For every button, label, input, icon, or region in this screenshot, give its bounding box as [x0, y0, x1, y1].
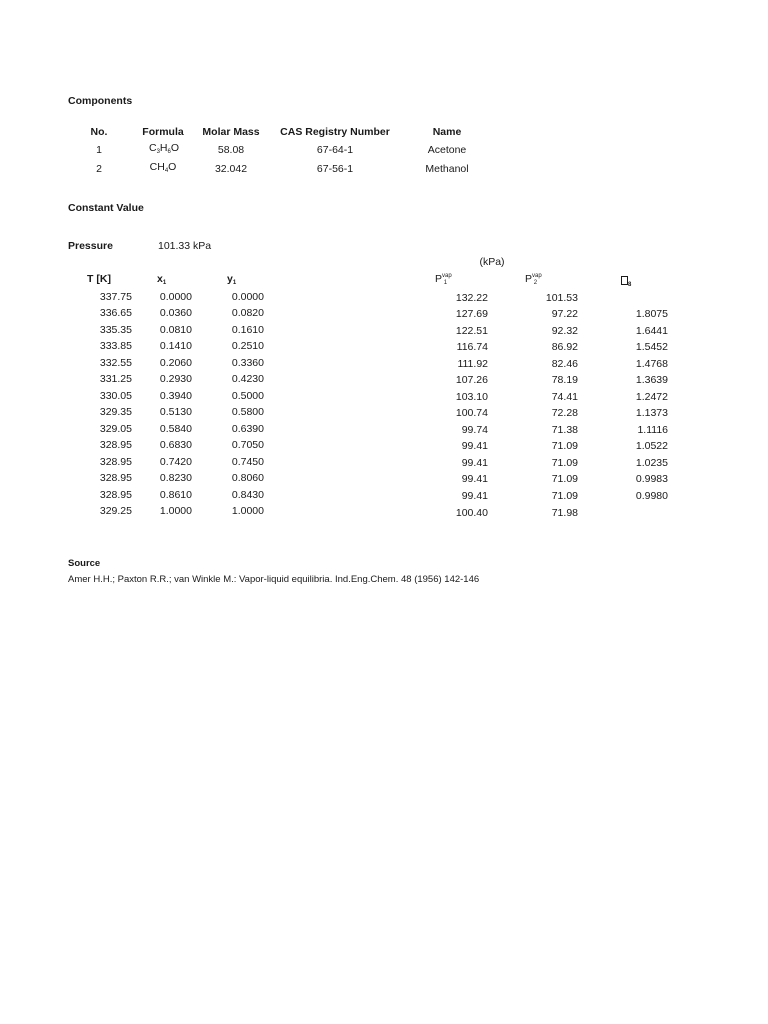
component-formula: $C_3H_6O$	[148, 142, 180, 155]
cell-p1-vap: 116.74	[456, 341, 488, 353]
cell-y1: 0.8060	[231, 472, 264, 484]
cell-p2-vap: 86.92	[551, 341, 578, 353]
component-molar-mass: 58.08	[217, 144, 245, 156]
cell-temperature: 335.35	[99, 324, 132, 336]
cell-gamma: 1.0235	[635, 457, 668, 469]
cell-temperature: 337.75	[99, 291, 132, 303]
source-heading: Source	[68, 558, 101, 569]
cell-p1-vap: 99.74	[461, 424, 488, 436]
cell-p1-vap: 100.40	[455, 507, 488, 519]
cell-y1: 0.1610	[231, 324, 264, 336]
cell-p2-vap: 101.53	[545, 292, 578, 304]
cell-temperature: 328.95	[99, 472, 132, 484]
cell-gamma: 0.9983	[635, 473, 668, 485]
cell-p2-vap: 92.32	[551, 325, 578, 337]
constant-value-heading: Constant Value	[68, 202, 144, 214]
cell-gamma: 1.4768	[635, 358, 668, 370]
cell-p2-vap: 71.09	[551, 440, 578, 452]
cell-temperature: 336.65	[99, 307, 132, 319]
unit-label: (kPa)	[479, 256, 505, 268]
cell-x1: 1.0000	[159, 505, 192, 517]
component-formula: $CH_4O$	[149, 161, 177, 174]
cell-y1: 0.6390	[231, 423, 264, 435]
col-header-temperature: T [K]	[87, 273, 111, 285]
cell-x1: 0.8230	[159, 472, 192, 484]
cell-y1: 0.7450	[231, 456, 264, 468]
cell-x1: 0.6830	[159, 439, 192, 451]
col-header-gamma: 8	[621, 275, 631, 288]
cell-gamma: 1.1373	[635, 407, 668, 419]
cell-y1: 0.4230	[231, 373, 264, 385]
cell-y1: 0.7050	[231, 439, 264, 451]
cell-p2-vap: 71.09	[551, 457, 578, 469]
cell-p1-vap: 122.51	[455, 325, 488, 337]
cell-p2-vap: 78.19	[551, 374, 578, 386]
cell-x1: 0.0360	[159, 307, 192, 319]
cell-x1: 0.0000	[159, 291, 192, 303]
cell-temperature: 329.25	[99, 505, 132, 517]
col-header-p1-vap: $P^{vap}_1$	[435, 273, 452, 286]
cell-gamma: 1.0522	[635, 440, 668, 452]
cell-p2-vap: 71.98	[551, 507, 578, 519]
cell-gamma: 1.3639	[635, 374, 668, 386]
cell-p1-vap: 127.69	[455, 308, 488, 320]
cell-x1: 0.2060	[159, 357, 192, 369]
cell-p1-vap: 132.22	[455, 292, 488, 304]
cell-p1-vap: 99.41	[461, 473, 488, 485]
cell-temperature: 331.25	[99, 373, 132, 385]
cell-x1: 0.5130	[159, 406, 192, 418]
cell-p1-vap: 103.10	[455, 391, 488, 403]
col-header-molar-mass: Molar Mass	[202, 126, 260, 138]
cell-x1: 0.2930	[159, 373, 192, 385]
cell-p2-vap: 74.41	[551, 391, 578, 403]
cell-x1: 0.8610	[159, 489, 192, 501]
cell-p2-vap: 82.46	[551, 358, 578, 370]
cell-p2-vap: 71.09	[551, 490, 578, 502]
cell-gamma: 1.6441	[635, 325, 668, 337]
cell-gamma: 1.8075	[635, 308, 668, 320]
component-molar-mass: 32.042	[214, 163, 248, 175]
cell-gamma: 0.9980	[635, 490, 668, 502]
cell-x1: 0.1410	[159, 340, 192, 352]
component-cas: 67-56-1	[316, 163, 354, 175]
cell-p2-vap: 71.09	[551, 473, 578, 485]
cell-p1-vap: 99.41	[461, 490, 488, 502]
component-name: Methanol	[425, 163, 469, 175]
cell-p1-vap: 99.41	[461, 440, 488, 452]
cell-temperature: 329.35	[99, 406, 132, 418]
col-header-x1: $x_1$	[157, 273, 167, 286]
cell-p2-vap: 72.28	[551, 407, 578, 419]
cell-temperature: 328.95	[99, 489, 132, 501]
cell-y1: 0.8430	[231, 489, 264, 501]
cell-p2-vap: 71.38	[551, 424, 578, 436]
cell-gamma: 1.2472	[635, 391, 668, 403]
pressure-value: 101.33 kPa	[158, 240, 212, 252]
cell-y1: 0.5800	[231, 406, 264, 418]
source-citation: Amer H.H.; Paxton R.R.; van Winkle M.: Vapor-liquid equilibria. Ind.Eng.Chem. 48 (1956) 142-146	[68, 574, 480, 585]
cell-y1: 0.3360	[231, 357, 264, 369]
component-name: Acetone	[427, 144, 467, 156]
pressure-label: Pressure	[68, 240, 113, 252]
cell-y1: 0.2510	[231, 340, 264, 352]
cell-y1: 0.5000	[231, 390, 264, 402]
component-no: 1	[96, 144, 102, 156]
cell-x1: 0.7420	[159, 456, 192, 468]
cell-x1: 0.3940	[159, 390, 192, 402]
cell-x1: 0.0810	[159, 324, 192, 336]
cell-temperature: 328.95	[99, 456, 132, 468]
cell-gamma: 1.5452	[635, 341, 668, 353]
col-header-no: No.	[90, 126, 108, 138]
cell-p2-vap: 97.22	[551, 308, 578, 320]
cell-y1: 1.0000	[231, 505, 264, 517]
missing-glyph-icon	[621, 276, 628, 285]
cell-gamma: 1.1116	[637, 424, 668, 436]
cell-temperature: 330.05	[99, 390, 132, 402]
cell-y1: 0.0000	[231, 291, 264, 303]
cell-x1: 0.5840	[159, 423, 192, 435]
cell-temperature: 332.55	[99, 357, 132, 369]
col-header-p2-vap: $P^{vap}_2$	[525, 273, 542, 286]
cell-p1-vap: 99.41	[461, 457, 488, 469]
cell-temperature: 333.85	[99, 340, 132, 352]
col-header-name: Name	[432, 126, 462, 138]
col-header-y1: $y_1$	[227, 273, 237, 286]
cell-p1-vap: 100.74	[455, 407, 488, 419]
cell-p1-vap: 107.26	[455, 374, 488, 386]
col-header-cas: CAS Registry Number	[280, 126, 390, 138]
component-cas: 67-64-1	[316, 144, 354, 156]
cell-y1: 0.0820	[231, 307, 264, 319]
cell-p1-vap: 111.92	[457, 358, 488, 370]
col-header-formula: Formula	[142, 126, 184, 138]
component-no: 2	[96, 163, 102, 175]
cell-temperature: 328.95	[99, 439, 132, 451]
components-heading: Components	[68, 95, 133, 107]
cell-temperature: 329.05	[99, 423, 132, 435]
